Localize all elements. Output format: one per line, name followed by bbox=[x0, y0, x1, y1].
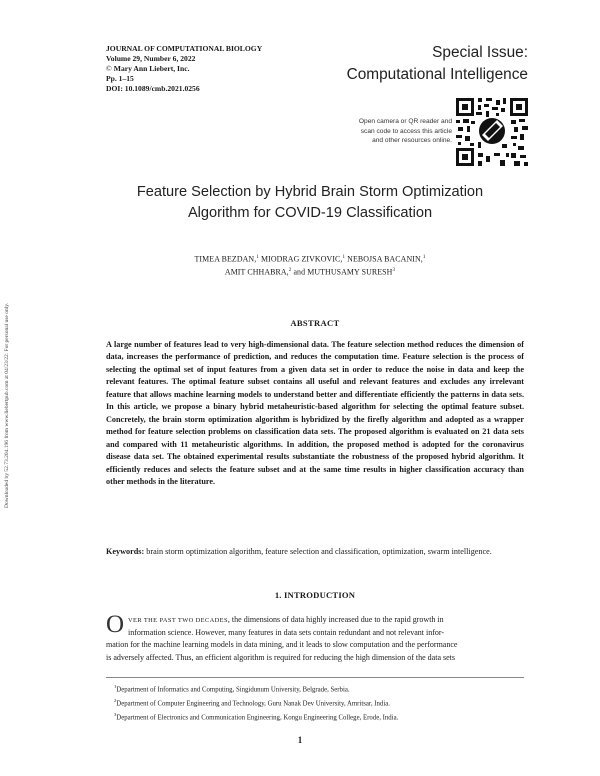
drop-cap: O bbox=[106, 611, 125, 638]
footnote-divider bbox=[106, 677, 524, 678]
article-title bbox=[110, 182, 510, 224]
keywords-paragraph bbox=[106, 546, 524, 558]
intro-line: mation for the machine learning models in data mining, and it leads to slow computation and the performance bbox=[106, 640, 458, 650]
qr-caption-line: and other resources online. bbox=[372, 137, 452, 144]
special-issue-header bbox=[288, 42, 528, 86]
author-name: MIODRAG ZIVKOVIC, bbox=[261, 254, 343, 264]
footnotes bbox=[114, 682, 524, 724]
section-heading-introduction: 1. INTRODUCTION bbox=[274, 590, 356, 600]
special-issue-name: Computational Intelligence bbox=[346, 66, 528, 83]
qr-caption-line: scan code to access this article bbox=[360, 127, 452, 135]
journal-doi[interactable]: DOI: 10.1089/cmb.2021.0256 bbox=[106, 84, 200, 93]
abstract-text: A large number of features lead to very high-dimensional data. The feature selection method reduces the dimension of data, increases the performance of prediction, and reduces the computation time. Feature selection is the process of selecting the optimal set of input features from a given data set in order to reduce the noise in data and keep the relevant features. The optimal feature subset contains all useful and relevant features and excludes any irrelevant feature that allows machine learning models to understand better and differentiate efficiently the patterns in data sets. In this article, we propose a binary hybrid metaheuristic-based algorithm for selecting the optimal feature subset. Concretely, the brain storm optimization algorithm is hybridized by the firefly algorithm and adopted as a wrapper method for feature selection problems on classification data sets. The proposed algorithm is evaluated on 21 data sets and compared with 11 metaheuristic algorithms. In addition, the proposed method is adopted for the coronavirus disease data set. The obtained experimental results substantiate the robustness of the proposed hybrid algorithm. It efficiently reduces and selects the feature subset and at the same time results in higher classification accuracy than other methods in the literature. bbox=[106, 340, 524, 486]
author-affiliation-mark: 1 bbox=[256, 255, 259, 260]
footnote-number: 2 bbox=[114, 697, 117, 703]
journal-volume: Volume 29, Number 6, 2022 bbox=[106, 54, 196, 63]
intro-line: information science. However, many features in data sets contain redundant and not relevant infor- bbox=[128, 628, 445, 638]
footnote bbox=[114, 682, 524, 696]
author-name: TIMEA BEZDAN, bbox=[194, 254, 257, 264]
qr-code-graphic bbox=[456, 98, 528, 166]
footnote bbox=[114, 710, 524, 724]
author-affiliation-mark: 3 bbox=[392, 268, 396, 274]
journal-pages: Pp. 1–15 bbox=[106, 74, 134, 83]
intro-line-text: , the dimensions of data highly increased due to the rapid growth in bbox=[227, 615, 444, 624]
footnote-number: 1 bbox=[114, 684, 117, 689]
journal-publisher: Mary Ann Liebert, Inc. bbox=[113, 64, 190, 73]
intro-smallcaps: VER THE PAST TWO DECADES bbox=[128, 617, 228, 624]
keywords-text: brain storm optimization algorithm, feature selection and classification, optimization, swarm intelligence. bbox=[146, 547, 492, 556]
qr-caption bbox=[330, 117, 452, 146]
keywords-label: Keywords: bbox=[106, 547, 145, 556]
qr-code-icon[interactable] bbox=[456, 98, 528, 166]
article-title-line: Feature Selection by Hybrid Brain Storm Optimization bbox=[136, 184, 484, 200]
copyright-symbol: © bbox=[106, 64, 112, 73]
footnote bbox=[114, 696, 524, 710]
author-line bbox=[110, 252, 510, 265]
footnote-text: Department of Informatics and Computing, Singidunum University, Belgrade, Serbia. bbox=[116, 686, 350, 694]
page-number: 1 bbox=[297, 735, 303, 745]
footnote-text: Department of Computer Engineering and Technology, Guru Nanak Dev University, Amritsar, India. bbox=[116, 700, 390, 708]
special-issue-label: Special Issue: bbox=[432, 44, 528, 61]
author-name: AMIT CHHABRA, bbox=[224, 267, 289, 277]
author-affiliation-mark: 1 bbox=[342, 255, 346, 260]
article-title-line: Algorithm for COVID-19 Classification bbox=[187, 205, 433, 221]
qr-caption-line: Open camera or QR reader and bbox=[358, 118, 452, 125]
author-line bbox=[110, 265, 510, 278]
author-affiliation-mark: 1 bbox=[422, 255, 426, 260]
abstract-heading: ABSTRACT bbox=[290, 318, 340, 328]
author-name: and MUTHUSAMY SURESH bbox=[293, 267, 393, 277]
download-side-note: Downloaded by 52.73.204.196 from www.liebertpub.com at 04/23/22. For personal use only. bbox=[4, 302, 10, 508]
intro-line bbox=[106, 614, 524, 627]
intro-line: is adversely affected. Thus, an efficient algorithm is required for reducing the high dimension of the data sets bbox=[106, 652, 456, 662]
introduction-paragraph bbox=[106, 611, 524, 664]
footnote-number: 3 bbox=[114, 711, 117, 717]
author-affiliation-mark: 2 bbox=[288, 268, 292, 274]
footnote-text: Department of Electronics and Communication Engineering, Kongu Engineering College, Erode, India. bbox=[116, 713, 399, 721]
author-list bbox=[110, 252, 510, 278]
author-name: NEBOJSA BACANIN, bbox=[347, 254, 423, 264]
journal-name: JOURNAL OF COMPUTATIONAL BIOLOGY bbox=[106, 44, 263, 53]
